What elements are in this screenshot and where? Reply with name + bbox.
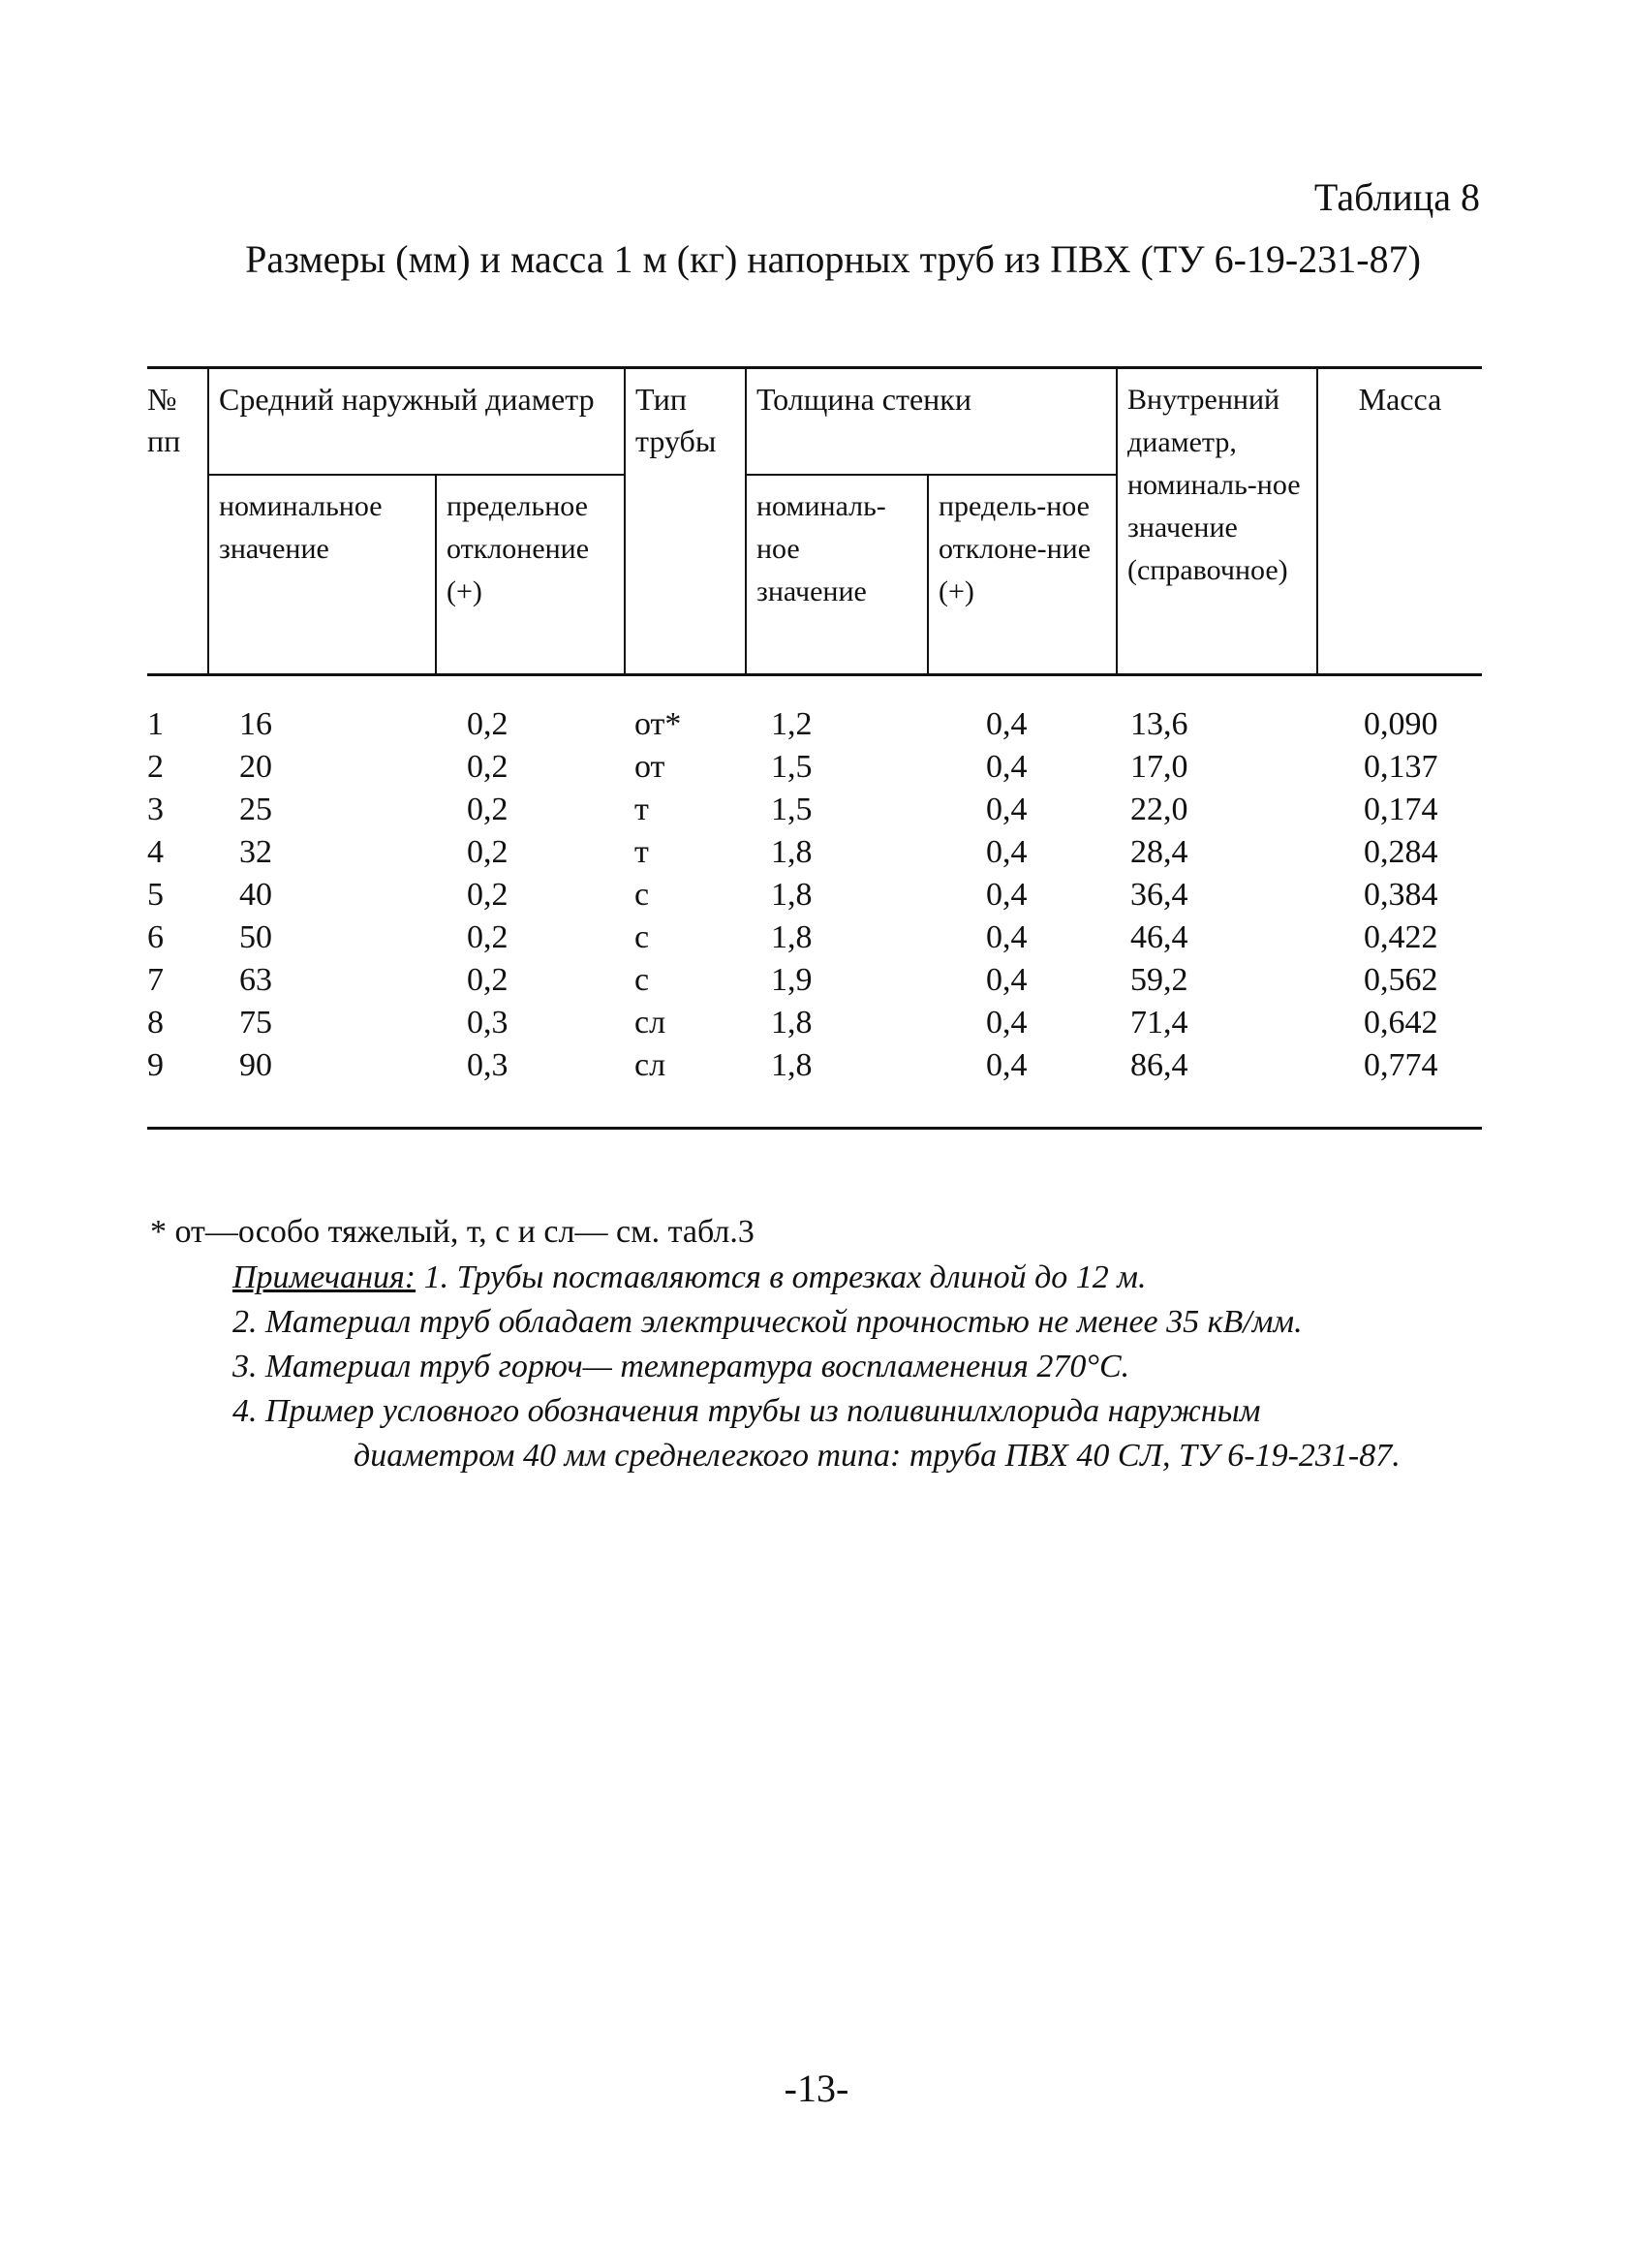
table-row <box>147 874 1482 917</box>
page-number: -13- <box>784 2066 849 2110</box>
table-row <box>147 959 1482 1002</box>
pipe-table <box>147 366 1482 1087</box>
table-cell: 0,2 <box>467 749 508 785</box>
table-cell: 1,8 <box>771 877 813 913</box>
table-cell: 90 <box>239 1047 272 1083</box>
table-cell: 0,2 <box>467 877 508 913</box>
table-cell: 1,5 <box>771 792 813 827</box>
note-2: 2. Материал труб обладает электрической прочностью не менее 35 кВ/мм. <box>232 1304 1303 1340</box>
table-bottom-rule <box>147 1127 1482 1130</box>
table-cell: 46,4 <box>1130 919 1188 955</box>
table-cell: 0,4 <box>986 1005 1028 1041</box>
table-cell: от <box>634 749 665 785</box>
table-row <box>147 703 1482 746</box>
table-cell: 0,774 <box>1364 1047 1438 1083</box>
table-cell: 0,137 <box>1364 749 1438 785</box>
table-cell: 28,4 <box>1130 834 1188 870</box>
table-cell: 1,9 <box>771 962 813 998</box>
header-outer-diameter: Средний наружный диаметр <box>208 368 625 476</box>
table-cell: 50 <box>239 919 272 955</box>
table-row <box>147 831 1482 874</box>
note-3: 3. Материал труб горюч— температура воспламенения 270°С. <box>232 1349 1130 1384</box>
table-cell: 0,4 <box>986 962 1028 998</box>
table-cell: 86,4 <box>1130 1047 1188 1083</box>
table-cell: 25 <box>239 792 272 827</box>
table-cell: т <box>634 834 649 870</box>
table-row <box>147 789 1482 831</box>
table-cell: 6 <box>147 919 164 955</box>
table-cell: 0,2 <box>467 834 508 870</box>
table-row <box>147 1044 1482 1087</box>
table-number: Таблица 8 <box>1313 175 1480 219</box>
table-cell: 8 <box>147 1005 164 1041</box>
table-cell: 40 <box>239 877 272 913</box>
table-header <box>147 366 1482 676</box>
table-cell: 0,4 <box>986 834 1028 870</box>
table-cell: 0,4 <box>986 749 1028 785</box>
table-cell: 0,4 <box>986 1047 1028 1083</box>
table-cell: 16 <box>239 706 272 742</box>
table-cell: 3 <box>147 792 164 827</box>
table-cell: 4 <box>147 834 164 870</box>
table-row <box>147 746 1482 789</box>
table-cell: с <box>634 877 650 913</box>
table-cell: с <box>634 919 650 955</box>
header-outer-nominal: номинальное значение <box>208 475 436 675</box>
table-caption: Размеры (мм) и масса 1 м (кг) напорных труб из ПВХ (ТУ 6-19-231-87) <box>245 237 1421 281</box>
header-wall-deviation: предель-ное отклоне-ние (+) <box>928 475 1117 675</box>
table-cell: 0,4 <box>986 919 1028 955</box>
table-cell: 1 <box>147 706 164 742</box>
table-cell: 1,8 <box>771 919 813 955</box>
footnote: * от—особо тяжелый, т, с и сл— см. табл.3 <box>150 1214 755 1250</box>
header-wall-thickness: Толщина стенки <box>746 368 1117 476</box>
table-cell: 0,422 <box>1364 919 1438 955</box>
table-cell: сл <box>634 1005 666 1041</box>
table-cell: 0,3 <box>467 1047 508 1083</box>
table-cell: 7 <box>147 962 164 998</box>
table-cell: 9 <box>147 1047 164 1083</box>
table-cell: 59,2 <box>1130 962 1188 998</box>
table-row <box>147 1002 1482 1044</box>
table-cell: от* <box>634 706 682 742</box>
table-cell: 0,284 <box>1364 834 1438 870</box>
note-4: 4. Пример условного обозначения трубы из поливинилхлорида наружным <box>232 1393 1261 1429</box>
table-body <box>147 703 1482 1087</box>
table-cell: 0,3 <box>467 1005 508 1041</box>
header-pipe-type: Тип трубы <box>625 368 746 675</box>
table-cell: 0,4 <box>986 877 1028 913</box>
table-cell: 0,2 <box>467 919 508 955</box>
header-wall-nominal: номиналь-ное значение <box>746 475 928 675</box>
table-row <box>147 917 1482 959</box>
header-inner-diameter: Внутренний диаметр, номиналь-ное значение (справочное) <box>1117 368 1317 675</box>
table-cell: 1,8 <box>771 1005 813 1041</box>
table-cell: 1,5 <box>771 749 813 785</box>
table-cell: 13,6 <box>1130 706 1188 742</box>
table-cell: 0,2 <box>467 706 508 742</box>
note-1-text: 1. Трубы поставляются в отрезках длиной до 12 м. <box>423 1259 1147 1295</box>
table-cell: 36,4 <box>1130 877 1188 913</box>
table-cell: 63 <box>239 962 272 998</box>
table-cell: 0,090 <box>1364 706 1438 742</box>
table-cell: 2 <box>147 749 164 785</box>
note-4-continued: диаметром 40 мм среднелегкого типа: труба ПВХ 40 СЛ, ТУ 6-19-231-87. <box>354 1438 1401 1474</box>
table-cell: 1,8 <box>771 834 813 870</box>
header-outer-deviation: предельное отклонение (+) <box>436 475 625 675</box>
table-cell: 0,4 <box>986 706 1028 742</box>
table-cell: 0,174 <box>1364 792 1438 827</box>
table-cell: 5 <box>147 877 164 913</box>
table-cell: 0,384 <box>1364 877 1438 913</box>
table-cell: с <box>634 962 650 998</box>
table-cell: 1,8 <box>771 1047 813 1083</box>
header-mass: Масса <box>1317 368 1482 675</box>
note-1 <box>232 1256 1501 1300</box>
header-num: № пп <box>147 382 181 458</box>
table-cell: 0,562 <box>1364 962 1438 998</box>
table-cell: т <box>634 792 649 827</box>
table-cell: 20 <box>239 749 272 785</box>
table-cell: 22,0 <box>1130 792 1188 827</box>
notes <box>232 1256 1501 1478</box>
table-cell: 0,2 <box>467 792 508 827</box>
table-cell: 1,2 <box>771 706 813 742</box>
table-cell: 0,4 <box>986 792 1028 827</box>
table-cell: 0,2 <box>467 962 508 998</box>
notes-title: Примечания: <box>232 1259 416 1295</box>
table-cell: 71,4 <box>1130 1005 1188 1041</box>
table-cell: 32 <box>239 834 272 870</box>
table-cell: 0,642 <box>1364 1005 1438 1041</box>
table-cell: 17,0 <box>1130 749 1188 785</box>
table-cell: 75 <box>239 1005 272 1041</box>
table-cell: сл <box>634 1047 666 1083</box>
